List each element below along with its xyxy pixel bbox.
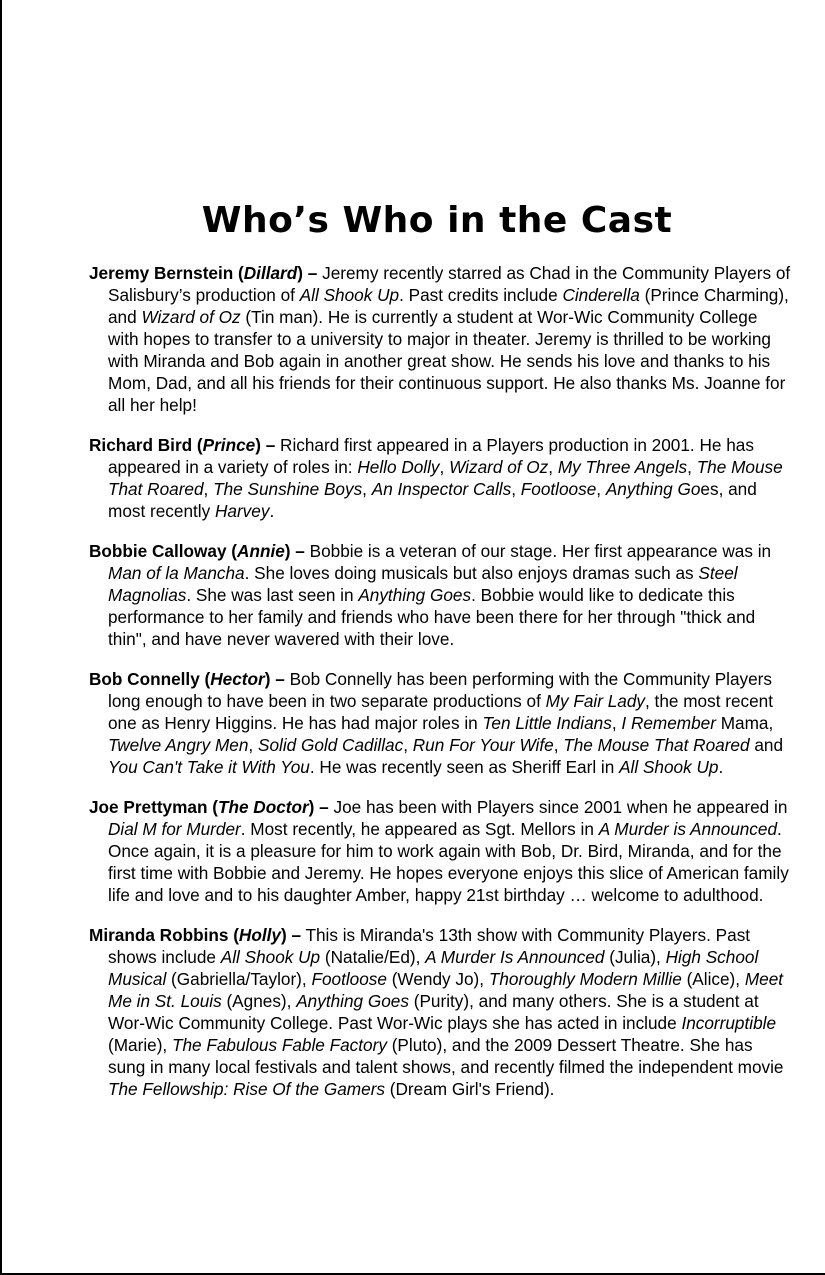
- page-title: Who’s Who in the Cast: [201, 200, 673, 242]
- bio-text: , the most recent one as Henry Higgins. He has had major roles in: [108, 691, 774, 733]
- bio-text: .: [269, 501, 275, 521]
- bio-text: . Once again, it is a pleasure for him to work again with Bob, Dr. Bird, Miranda, and for the first time with Bobbie and Jeremy. He hopes everyone enjoys this slice of American family life and love and to his daughter Amber, happy 21st birthday … welcome to adulthood.: [108, 819, 789, 905]
- production-title: The Mouse That Roared: [563, 735, 750, 755]
- cast-bio: [89, 796, 791, 906]
- bio-text: Mama,: [720, 713, 774, 733]
- production-title: You Can't Take it With You: [108, 757, 310, 777]
- bio-text: Bobbie is a veteran of our stage. Her first appearance was in: [309, 541, 772, 561]
- production-title: Twelve Angry Men: [108, 735, 249, 755]
- production-title: Meet Me in St. Louis: [108, 969, 784, 1011]
- bio-text: ,: [553, 735, 564, 755]
- cast-member-role: The Doctor: [217, 797, 309, 817]
- cast-member-name: Jeremy Bernstein: [89, 263, 234, 283]
- cast-bio: [89, 924, 791, 1100]
- bio-text: (Agnes),: [221, 991, 297, 1011]
- production-title: The Fabulous Fable Factory: [171, 1035, 387, 1055]
- production-title: An Inspector Calls: [371, 479, 512, 499]
- cast-member-role: Prince: [202, 435, 256, 455]
- production-title: Dial M for Murder: [108, 819, 241, 839]
- production-title: I Remember: [621, 713, 721, 733]
- production-title: All Shook Up: [220, 947, 321, 967]
- cast-member-role: Holly: [238, 925, 281, 945]
- production-title: My Fair Lady: [545, 691, 645, 711]
- bio-text: Jeremy recently starred as Chad in the Community Players of Salisbury’s production of: [108, 263, 791, 305]
- cast-member-role: Hector: [210, 669, 265, 689]
- bio-text: ,: [611, 713, 622, 733]
- production-title: Hello Dolly: [357, 457, 440, 477]
- production-title: Incorruptible: [681, 1013, 777, 1033]
- bio-text: Richard first appeared in a Players production in 2001. He has appeared in a variety of roles in:: [108, 435, 754, 477]
- bio-text: . He was recently seen as Sheriff Earl in: [309, 757, 620, 777]
- cast-member-heading: Bob Connelly (Hector) –: [89, 669, 285, 689]
- production-title: Footloose: [311, 969, 387, 989]
- bio-text: ,: [203, 479, 214, 499]
- bio-text: es, and most recently: [108, 479, 757, 521]
- bio-text: (Dream Girl's Friend).: [385, 1079, 555, 1099]
- production-title: All Shook Up: [619, 757, 719, 777]
- cast-member-role: Annie: [237, 541, 285, 561]
- bio-text: (Prince Charming), and: [108, 285, 789, 327]
- production-title: High School Musical: [108, 947, 759, 989]
- production-title: Thoroughly Modern Millie: [488, 969, 682, 989]
- bio-text: ,: [362, 479, 372, 499]
- cast-member-heading: Richard Bird (Prince) –: [89, 435, 276, 455]
- production-title: My Three Angels: [557, 457, 688, 477]
- cast-member-name: Bobbie Calloway: [89, 541, 227, 561]
- production-title: The Sunshine Boys: [213, 479, 363, 499]
- cast-member-name: Richard Bird: [89, 435, 193, 455]
- bio-text: . Past credits include: [399, 285, 563, 305]
- cast-member-heading: Miranda Robbins (Holly) –: [89, 925, 302, 945]
- bio-text: . Most recently, he appeared as Sgt. Mellors in: [240, 819, 599, 839]
- bio-text: ,: [403, 735, 413, 755]
- production-title: Anything Goes: [296, 991, 409, 1011]
- cast-member-heading: Jeremy Bernstein (Dillard) –: [89, 263, 318, 283]
- cast-member-heading: Bobbie Calloway (Annie) –: [89, 541, 305, 561]
- production-title: Anything Goes: [358, 585, 472, 605]
- bio-text: (Tin man). He is currently a student at Wor-Wic Community College with hopes to transfer to a university to major in theater. Jeremy is thrilled to be working with Miranda and Bob again in another great show. He sends his love and thanks to his Mom, Dad, and all his friends for their continuous support. He also thanks Ms. Joanne for all her help!: [108, 307, 786, 415]
- bio-text: Bob Connelly has been performing with the Community Players long enough to have been in two separate productions of: [108, 669, 773, 711]
- bio-text: Joe has been with Players since 2001 when he appeared in: [333, 797, 788, 817]
- bio-text: (Natalie/Ed),: [320, 947, 426, 967]
- bio-text: ,: [687, 457, 697, 477]
- production-title: Wizard of Oz: [141, 307, 241, 327]
- cast-bio: [89, 540, 791, 650]
- cast-member-heading: Joe Prettyman (The Doctor) –: [89, 797, 329, 817]
- cast-bio: [89, 668, 791, 778]
- bio-text: (Wendy Jo),: [386, 969, 489, 989]
- production-title: Cinderella: [562, 285, 640, 305]
- production-title: Steel Magnolias: [108, 563, 738, 605]
- page-left-border: [0, 0, 2, 1275]
- bio-text: .: [718, 757, 724, 777]
- cast-member-role: Dillard: [243, 263, 298, 283]
- bio-text: (Pluto), and the 2009 Dessert Theatre. She has sung in many local festivals and talent shows, and recently filmed the independent movie: [108, 1035, 784, 1077]
- cast-bio-list: [89, 262, 791, 1118]
- bio-text: ,: [596, 479, 606, 499]
- bio-text: ,: [439, 457, 450, 477]
- production-title: Anything Go: [605, 479, 701, 499]
- bio-text: (Julia),: [604, 947, 666, 967]
- cast-member-name: Joe Prettyman: [89, 797, 208, 817]
- production-title: The Fellowship: Rise Of the Gamers: [108, 1079, 386, 1099]
- production-title: Footloose: [520, 479, 597, 499]
- bio-text: (Gabriella/Taylor),: [166, 969, 312, 989]
- cast-member-name: Miranda Robbins: [89, 925, 229, 945]
- bio-text: ,: [548, 457, 558, 477]
- bio-text: (Marie),: [108, 1035, 172, 1055]
- bio-text: . Bobbie would like to dedicate this performance to her family and friends who have been there for her through "thick and thin", and have never wavered with their love.: [108, 585, 756, 649]
- production-title: Run For Your Wife: [412, 735, 554, 755]
- bio-text: ,: [511, 479, 521, 499]
- bio-text: . She was last seen in: [186, 585, 359, 605]
- bio-text: . She loves doing musicals but also enjoys dramas such as: [244, 563, 699, 583]
- production-title: A Murder is Announced: [598, 819, 778, 839]
- production-title: Harvey: [214, 501, 270, 521]
- bio-text: ,: [248, 735, 258, 755]
- production-title: The Mouse That Roared: [108, 457, 783, 499]
- production-title: Wizard of Oz: [449, 457, 549, 477]
- production-title: All Shook Up: [299, 285, 400, 305]
- cast-bio: [89, 434, 791, 522]
- bio-text: (Alice),: [681, 969, 745, 989]
- bio-text: and: [749, 735, 783, 755]
- bio-text: (Purity), and many others. She is a student at Wor-Wic Community College. Past Wor-Wic plays she has acted in include: [108, 991, 759, 1033]
- production-title: Man of la Mancha: [108, 563, 245, 583]
- bio-text: This is Miranda's 13th show with Community Players. Past shows include: [108, 925, 751, 967]
- cast-member-name: Bob Connelly: [89, 669, 200, 689]
- production-title: Ten Little Indians: [482, 713, 612, 733]
- cast-bio: [89, 262, 791, 416]
- production-title: A Murder Is Announced: [425, 947, 605, 967]
- production-title: Solid Gold Cadillac: [257, 735, 404, 755]
